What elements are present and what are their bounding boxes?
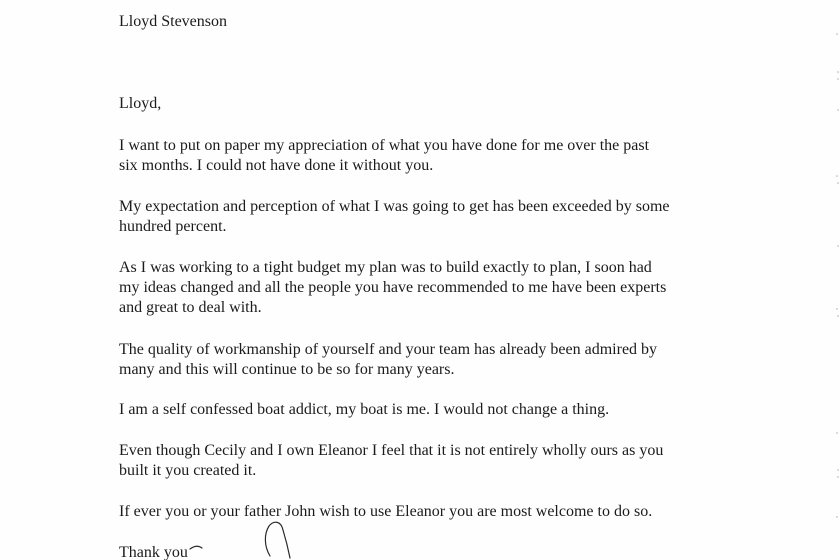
paragraph-4-line-2: many and this will continue to be so for many years. (119, 361, 455, 378)
paragraph-3-line-1: As I was working to a tight budget my plan was to build exactly to plan, I soon had (119, 259, 652, 276)
paragraph-1-line-1: I want to put on paper my appreciation of what you have done for me over the past (119, 137, 650, 154)
greeting: Lloyd, (119, 95, 162, 112)
paragraph-1-line-2: six months. I could not have done it without you. (119, 157, 434, 174)
closing-line: Thank you (119, 544, 188, 560)
scan-edge-specks (826, 0, 840, 560)
handwritten-signature (180, 512, 320, 560)
paragraph-4-line-1: The quality of workmanship of yourself and your team has already been admired by (119, 341, 658, 358)
paragraph-5-line-1: I am a self confessed boat addict, my boat is me. I would not change a thing. (119, 401, 610, 418)
paragraph-3-line-3: and great to deal with. (119, 299, 262, 316)
paragraph-6-line-1: Even though Cecily and I own Eleanor I feel that it is not entirely wholly ours as you (119, 442, 664, 459)
paragraph-2-line-2: hundred percent. (119, 218, 227, 235)
paragraph-2-line-1: My expectation and perception of what I was going to get has been exceeded by some (119, 198, 670, 215)
paragraph-6-line-2: built it you created it. (119, 462, 257, 479)
paragraph-3-line-2: my ideas changed and all the people you have recommended to me have been experts (119, 279, 667, 296)
sender-name: Lloyd Stevenson (119, 13, 227, 30)
paragraph-7-line-1: If ever you or your father John wish to use Eleanor you are most welcome to do so. (119, 503, 653, 520)
